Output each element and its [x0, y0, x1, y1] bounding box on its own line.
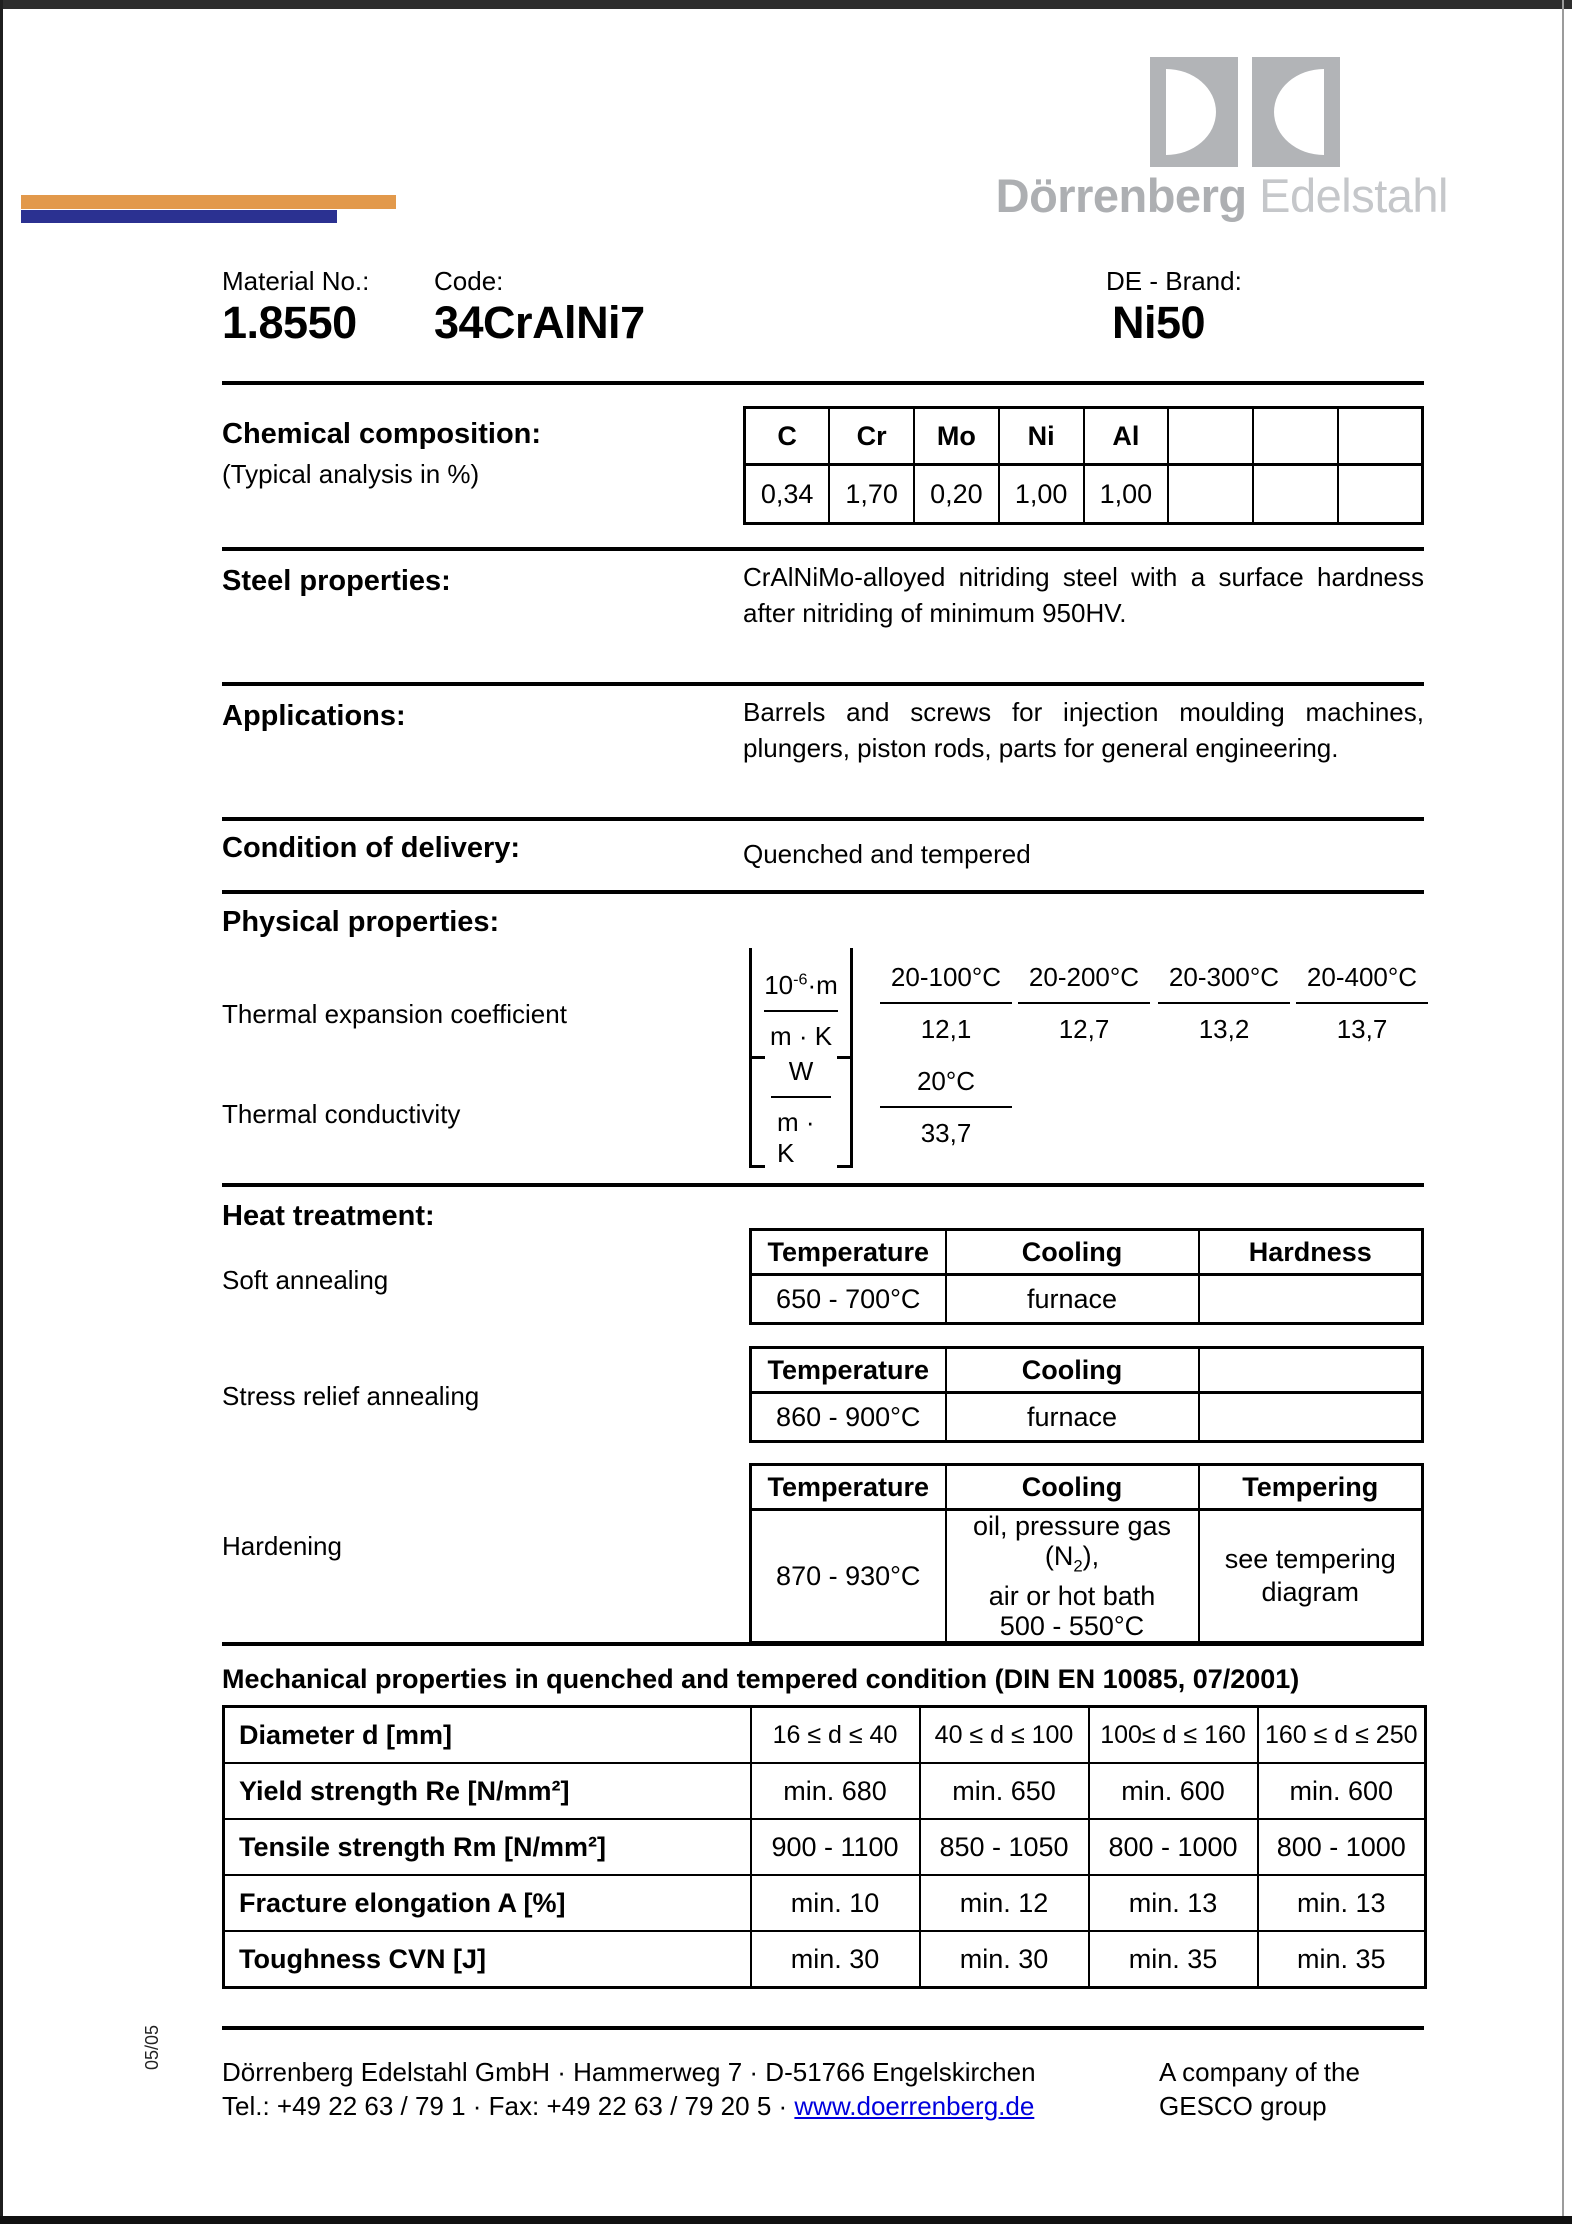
rule-8 — [222, 2026, 1424, 2030]
conductivity-unit-numerator: W — [788, 1055, 814, 1086]
mech-row-label: Toughness CVN [J] — [224, 1931, 751, 1988]
table-row — [224, 1875, 1426, 1931]
table-header-row — [751, 1348, 1423, 1393]
steel-properties-title: Steel properties: — [222, 565, 451, 597]
expansion-temp: 20-300°C — [1158, 962, 1290, 1004]
expansion-temp: 20-100°C — [880, 962, 1012, 1004]
cooling-line1-sub: 2 — [1073, 1556, 1083, 1576]
chem-value-cell: 0,34 — [745, 465, 830, 524]
table-row — [224, 1763, 1426, 1819]
mech-cell: min. 650 — [920, 1763, 1089, 1819]
rule-4 — [222, 817, 1424, 821]
brand-wordmark — [700, 168, 1448, 223]
mech-cell: min. 13 — [1089, 1875, 1258, 1931]
table-row — [751, 1510, 1423, 1643]
expansion-value: 13,2 — [1198, 1014, 1250, 1044]
table-header-row — [751, 1230, 1423, 1275]
applications-title: Applications: — [222, 700, 406, 732]
bracket-right-icon — [837, 1056, 853, 1168]
stress-relief-label: Stress relief annealing — [222, 1381, 480, 1411]
header-empty — [1199, 1348, 1423, 1393]
expansion-unit-denominator: m · K — [764, 1010, 838, 1056]
rule-6 — [222, 1183, 1424, 1187]
mech-cell: min. 680 — [751, 1763, 920, 1819]
hardening-tempering — [1199, 1510, 1423, 1643]
chem-header-cell: Cr — [829, 408, 914, 465]
mech-cell: min. 30 — [751, 1931, 920, 1988]
code-label: Code: — [434, 266, 504, 296]
mech-cell: min. 30 — [920, 1931, 1089, 1988]
material-no-value: 1.8550 — [222, 297, 357, 348]
chem-value-cell — [1168, 465, 1253, 524]
table-row — [224, 1707, 1426, 1764]
mech-cell: 160 ≤ d ≤ 250 — [1258, 1707, 1426, 1764]
mech-row-label: Diameter d [mm] — [224, 1707, 751, 1764]
cooling-line1-pre: oil, pressure gas (N — [972, 1511, 1172, 1571]
chem-value-cell: 1,70 — [829, 465, 914, 524]
header-cooling: Cooling — [946, 1465, 1199, 1510]
footer-company-line2: GESCO group — [1159, 2091, 1327, 2121]
expansion-temp: 20-200°C — [1018, 962, 1150, 1004]
rule-1 — [222, 381, 1424, 385]
chem-value-cell: 0,20 — [914, 465, 999, 524]
chem-header-cell: Ni — [999, 408, 1084, 465]
hardening-temperature: 870 - 930°C — [751, 1510, 946, 1643]
chem-value-cell: 1,00 — [999, 465, 1084, 524]
chem-header-cell — [1253, 408, 1338, 465]
page-left-edge — [0, 0, 3, 2224]
bracket-left-icon — [749, 1056, 765, 1168]
chem-header-cell — [1168, 408, 1253, 465]
chem-header-cell — [1338, 408, 1423, 465]
rule-5 — [222, 890, 1424, 894]
header-temperature: Temperature — [751, 1465, 946, 1510]
footer-contact-text: Tel.: +49 22 63 / 79 1 · Fax: +49 22 63 / 79 20 5 · — [222, 2091, 795, 2121]
conductivity-unit-fraction — [765, 1056, 837, 1168]
page-bottom-edge — [0, 2216, 1572, 2224]
de-brand-value: Ni50 — [1112, 297, 1206, 348]
conductivity-value: 33,7 — [920, 1118, 972, 1148]
heat-treatment-title: Heat treatment: — [222, 1200, 435, 1232]
table-row — [751, 1393, 1423, 1442]
code-value: 34CrAlNi7 — [434, 297, 645, 348]
mech-cell: 800 - 1000 — [1258, 1819, 1426, 1875]
mech-row-label: Fracture elongation A [%] — [224, 1875, 751, 1931]
mech-cell: min. 10 — [751, 1875, 920, 1931]
rule-2 — [222, 547, 1424, 551]
expansion-value: 12,7 — [1058, 1014, 1110, 1044]
unit-exponent: -6 — [793, 970, 808, 989]
mech-cell: min. 35 — [1089, 1931, 1258, 1988]
chem-value-cell: 1,00 — [1084, 465, 1169, 524]
tempering-line-2: diagram — [1261, 1577, 1360, 1608]
stress-relief-temperature: 860 - 900°C — [751, 1393, 946, 1442]
chem-header-cell: C — [745, 408, 830, 465]
mech-cell: min. 13 — [1258, 1875, 1426, 1931]
thermal-conductivity-label: Thermal conductivity — [222, 1099, 461, 1129]
mech-cell: 800 - 1000 — [1089, 1819, 1258, 1875]
stress-relief-empty — [1199, 1393, 1423, 1442]
table-row — [224, 1819, 1426, 1875]
table-header-row — [751, 1465, 1423, 1510]
mech-cell: 900 - 1100 — [751, 1819, 920, 1875]
blue-accent-bar — [21, 210, 337, 223]
table-row — [224, 1931, 1426, 1988]
chemical-value-row — [745, 465, 1423, 524]
table-row — [751, 1275, 1423, 1324]
orange-accent-bar — [21, 195, 396, 209]
hardening-table — [749, 1463, 1424, 1644]
chem-value-cell — [1253, 465, 1338, 524]
soft-annealing-table — [749, 1228, 1424, 1325]
brand-name-light: Edelstahl — [1259, 169, 1448, 222]
header-cooling: Cooling — [946, 1348, 1199, 1393]
expansion-unit-numerator — [758, 966, 844, 1010]
chem-header-cell: Al — [1084, 408, 1169, 465]
mech-cell: 40 ≤ d ≤ 100 — [920, 1707, 1089, 1764]
de-brand-label: DE - Brand: — [1106, 266, 1242, 296]
tempering-line-1: see tempering — [1224, 1544, 1396, 1575]
mech-cell: min. 12 — [920, 1875, 1089, 1931]
chemical-table — [743, 406, 1424, 525]
expansion-value: 13,7 — [1336, 1014, 1388, 1044]
soft-annealing-cooling: furnace — [946, 1275, 1199, 1324]
expansion-column — [1018, 962, 1150, 1045]
form-number: 05/05 — [142, 2024, 162, 2070]
unit-rest: ·m — [807, 970, 838, 1000]
chemical-header-row — [745, 408, 1423, 465]
cooling-line-1 — [947, 1511, 1198, 1581]
delivery-text: Quenched and tempered — [743, 839, 1031, 869]
mech-cell: 850 - 1050 — [920, 1819, 1089, 1875]
mech-cell: 16 ≤ d ≤ 40 — [751, 1707, 920, 1764]
expansion-column — [1158, 962, 1290, 1045]
page-top-edge — [0, 0, 1572, 9]
conductivity-unit-bracket — [749, 1056, 853, 1168]
soft-annealing-label: Soft annealing — [222, 1265, 389, 1295]
cooling-line-3: 500 - 550°C — [999, 1611, 1145, 1642]
header-temperature: Temperature — [751, 1230, 946, 1275]
footer-company-line1: A company of the — [1159, 2057, 1360, 2087]
expansion-value: 12,1 — [920, 1014, 972, 1044]
mech-row-label: Tensile strength Rm [N/mm²] — [224, 1819, 751, 1875]
chemical-title: Chemical composition: — [222, 418, 542, 450]
soft-annealing-temperature: 650 - 700°C — [751, 1275, 946, 1324]
chem-header-cell: Mo — [914, 408, 999, 465]
brand-name-bold: Dörrenberg — [995, 169, 1247, 222]
thermal-expansion-label: Thermal expansion coefficient — [222, 999, 567, 1029]
applications-text: Barrels and screws for injection moulding machines, plungers, piston rods, parts for general engineering. — [743, 697, 1424, 763]
dorrenberg-logo-icon — [1150, 57, 1340, 172]
mech-cell: 100≤ d ≤ 160 — [1089, 1707, 1258, 1764]
conductivity-temp: 20°C — [880, 1066, 1012, 1108]
header-hardness: Hardness — [1199, 1230, 1423, 1275]
delivery-title: Condition of delivery: — [222, 832, 521, 864]
hardening-cooling — [946, 1510, 1199, 1643]
chem-value-cell — [1338, 465, 1423, 524]
mechanical-table — [222, 1705, 1427, 1989]
stress-relief-cooling: furnace — [946, 1393, 1199, 1442]
conductivity-column — [880, 1066, 1012, 1149]
material-no-label: Material No.: — [222, 266, 370, 296]
website-link[interactable]: www.doerrenberg.de — [794, 2091, 1035, 2121]
expansion-temp: 20-400°C — [1296, 962, 1428, 1004]
mech-cell: min. 600 — [1258, 1763, 1426, 1819]
mech-cell: min. 35 — [1258, 1931, 1426, 1988]
footer-address: Dörrenberg Edelstahl GmbH · Hammerweg 7 · D-51766 Engelskirchen — [222, 2057, 1036, 2087]
steel-properties-text: CrAlNiMo-alloyed nitriding steel with a surface hardness after nitriding of minimum 950HV. — [743, 562, 1424, 628]
mech-row-label: Yield strength Re [N/mm²] — [224, 1763, 751, 1819]
rule-3 — [222, 682, 1424, 686]
mech-cell: min. 600 — [1089, 1763, 1258, 1819]
page-right-edge — [1562, 0, 1564, 2224]
header-cooling: Cooling — [946, 1230, 1199, 1275]
expansion-column — [880, 962, 1012, 1045]
expansion-column — [1296, 962, 1428, 1045]
cooling-line1-post: ), — [1082, 1541, 1100, 1571]
header-temperature: Temperature — [751, 1348, 946, 1393]
physical-title: Physical properties: — [222, 906, 500, 938]
unit-base: 10 — [764, 970, 794, 1000]
stress-relief-table — [749, 1346, 1424, 1443]
cooling-line-2: air or hot bath — [988, 1581, 1156, 1612]
soft-annealing-hardness — [1199, 1275, 1423, 1324]
footer-contact — [222, 2090, 1034, 2123]
mechanical-title: Mechanical properties in quenched and tempered condition (DIN EN 10085, 07/2001) — [222, 1664, 1300, 1694]
header-tempering: Tempering — [1199, 1465, 1423, 1510]
hardening-label: Hardening — [222, 1531, 342, 1561]
conductivity-unit-denominator: m · K — [771, 1096, 831, 1173]
chemical-subtitle: (Typical analysis in %) — [222, 459, 480, 489]
